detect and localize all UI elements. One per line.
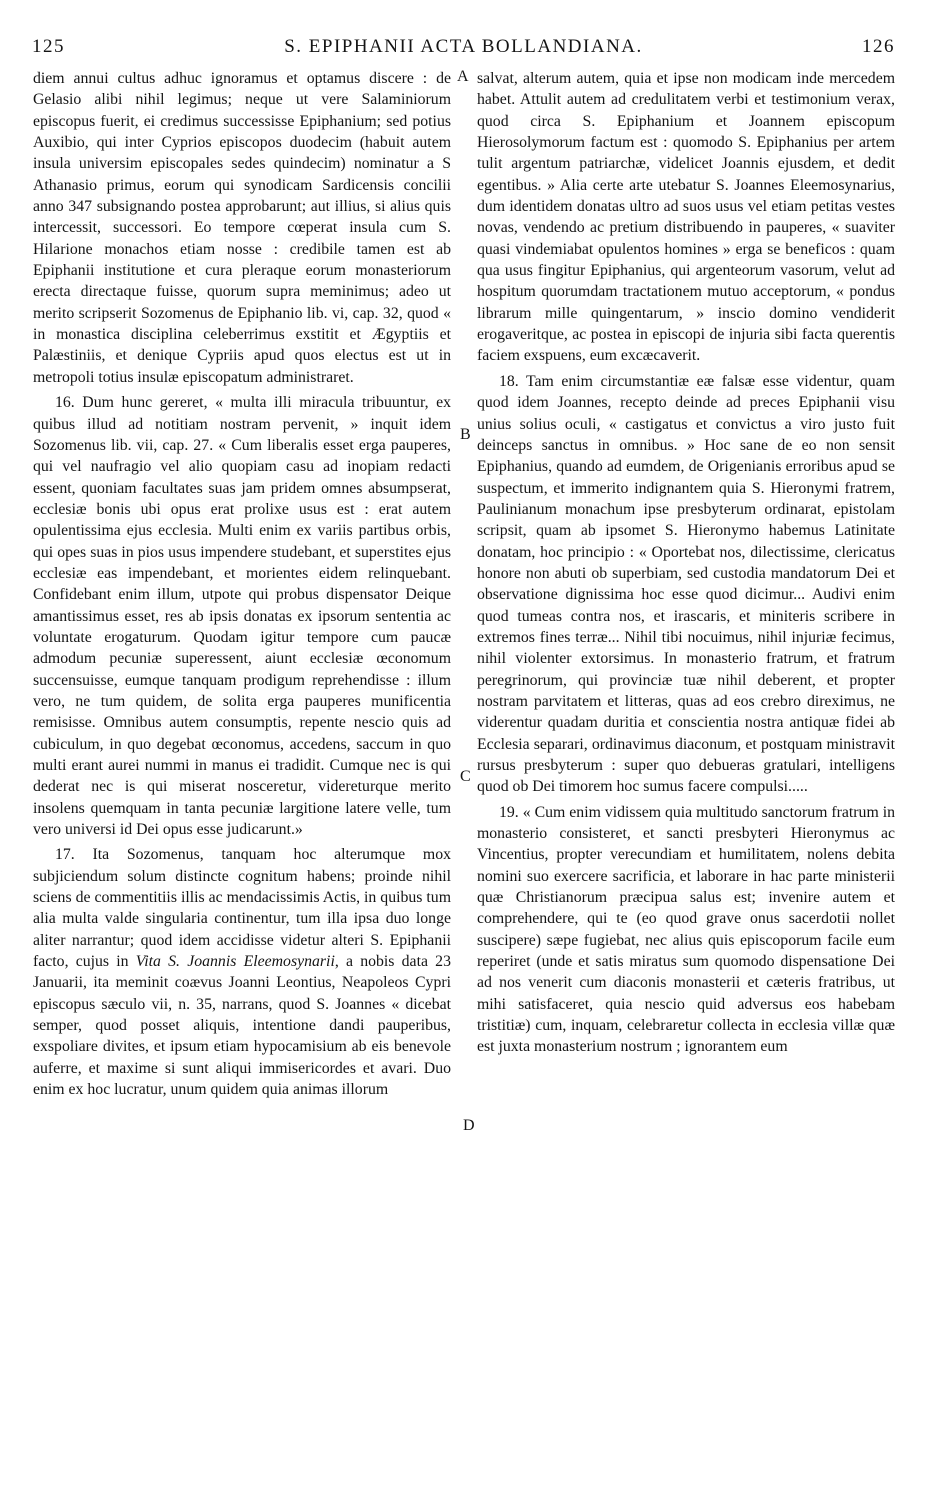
running-title: S. EPIPHANII ACTA BOLLANDIANA.	[284, 36, 643, 57]
paragraph-19: 19. « Cum enim vidissem quia multitudo sanctorum fratrum in monasterio consisteret, et sancti presbyteri Hieronymus ac Vincentius, propter verecundiam et humilitatem, nolens debita nomini suo exercere sacrificia, et laborare in hac parte ministerii quæ Christianorum præcipua salus est; invenire autem et comprehendere, qui te (eo quod grave onus sacerdotii nollet suscipere) sæpe fugiebat, nec alius quis episcoporum facile eum reperiret (unde et satis miratus sum quomodo dispensatione Dei ad nos venerit cum diaconis monasterii et cæteris fratribus, ut mihi satisfaceret, quia nescio quid adversus eos habebam tristitiæ) cum, inquam, celebraretur collecta in ecclesia villæ quæ est juxta monasterium nostrum ; ignorantem eum	[477, 803, 895, 1056]
paragraph-15-continued: diem annui cultus adhuc ignoramus et optamus discere : de Gelasio alibi nihil legimus; neque ut vere Salaminiorum episcopus fuerit, ei credimus successisse Epiphanium; sed potius Auxibio, qui inter Cyprios episcopos duodecim (habuit autem insula universim episcopales sedes quindecim) nominatur a S Athanasio primus, eorum qui synodicam Sardicensis concilii anno 347 subsignando postea approbarunt; aut illius, si alius quis intercessit, successori. Eo tempore cœperat insula cum S. Hilarione monachos etiam nosse : credibile tamen est ab Epiphanii institutione et cura pleraque eorum monasteriorum erecta directaque fuisse, quorum supra meminimus; adeo ut merito scripserit Sozomenus de Epiphanio lib. vi, cap. 32, quod « in monastica disciplina celeberrimus exstitit et Ægyptiis et Palæstiniis, et denique Cypriis apud quos electus est ut in metropoli totius insulæ episcopatum administraret.	[33, 70, 451, 386]
left-page-number: 125	[32, 36, 65, 57]
right-column	[477, 68, 895, 1058]
margin-marker-a: A	[457, 68, 469, 85]
margin-marker-d: D	[463, 1117, 475, 1134]
paragraph-17-text-a: 17. Ita Sozomenus, tanquam hoc alterumque mox subjiciendum solum distincte cognitum habens; proinde nihil sciens de commentitiis illis ac mendacissimis Actis, in quibus tum alia multa valde singularia continentur, tum illa ipsa duo longe aliter narrantur; quod idem accidisse videtur alteri S. Epiphanii facto, cujus in	[33, 846, 451, 971]
paragraph-18: 18. Tam enim circumstantiæ eæ falsæ esse videntur, quam quod idem Joannes, recepto deinde ad preces Epiphanii visu unius solius oculi, « castigatus et convictus a viro justo fuit deinceps sanctus in omnibus. » Hoc sane de eo non sensit Epiphanius, quando ad eumdem, de Origenianis erroribus apud se suspectum, et immerito indignantem quia S. Hieronymi fratrem, Paulinianum monachum ipse presbyterum ordinarat, epistolam scripsit, quam ab ipsomet S. Hieronymo habemus Latinitate donatam, hoc principio : « Oportebat nos, dilectissime, clericatus honore non abuti ob superbiam, sed custodia mandatorum Dei et observatione dignissima hoc esse quod dicimur... Audivi enim quod tumeas contra nos, et irascaris, et miniteris scribere in extremos fines terræ... Nihil tibi nocuimus, nihil injuriæ fecimus, nihil violenter extorsimus. In monasterio fratrum, et fratrum peregrinorum, qui provinciæ tuæ nihil deberent, et propter nostram parvitatem et litteras, quas ad eos crebro direximus, ne viderentur quadam duritia et conscientia nostra antiquæ fidei ab Ecclesia separari, ordinavimus diaconum, et postquam ministravit rursus presbyterum : super quo debueras gratulari, intelligens quod ob Dei timorem hoc sumus facere compulsi.....	[477, 372, 895, 796]
running-header	[32, 36, 895, 62]
left-column	[33, 68, 451, 1101]
margin-marker-b: B	[460, 426, 471, 443]
vita-title-italic: Vita S. Joannis Eleemosynarii	[135, 953, 335, 971]
right-page-number: 126	[862, 36, 895, 57]
paragraph-17	[33, 844, 451, 1100]
paragraph-17-text-b: , a nobis data 23 Januarii, ita meminit coævus Joanni Leontius, Neapoleos Cypri episcopus sæculo vii, n. 35, narrans, quod S. Joannes « dicebat semper, quod posset aliquis, intentione dandi pauperibus, exspoliare divites, et ipsum etiam hypocamisium ab eis benevole auferre, et maxime si sunt aliqui immisericordes et avari. Duo enim ex hoc lucratur, unum quidem quia animas illorum	[33, 953, 451, 1099]
margin-marker-c: C	[460, 768, 471, 785]
paragraph-17-continued: salvat, alterum autem, quia et ipse non modicam inde mercedem habet. Attulit autem ad credulitatem verbi et testimonium verax, quod circa S. Epiphanium et Joannem episcopum Hierosolymorum factum est : quomodo S. Epiphanius per artem tulit argentum patriarchæ, videlicet Joannis ejusdem, et dedit egentibus. » Alia certe arte utebatur S. Joannes Eleemosynarius, dum identidem donatas ultro ad suos usus vel etiam petitas vestes novas, vendendo ac pretium distribuendo in pauperes, « suaviter quasi vindemiabat opulentos homines » erga se beneficos : quam qua usus fingitur Epiphanius, qui argenteorum vasorum, velut ad hospitum quorumdam tractationem mutuo acceptorum, « pondus librarum mille quingentarum, » inscio domino vendiderit erogaveritque, ac postea in episcopi de injuria sibi facta querentis faciem exspuens, eum excæcaverit.	[477, 70, 895, 365]
paragraph-16: 16. Dum hunc gereret, « multa illi miracula tribuuntur, ex quibus illud ad notitiam nostram pervenit, » inquit idem Sozomenus lib. vii, cap. 27. « Cum liberalis esset erga pauperes, qui vel naufragio vel alio quopiam casu ad inopiam redacti essent, quoniam facultates suas jam pridem omnes absumpserat, ecclesiæ bonis ubi opus erat prolixe usus est : erat autem opulentissima ejus ecclesia. Multi enim ex variis partibus orbis, qui opes suas in pios usus impendere studebant, et superstites ejus ecclesiæ eas impendebant, et morientes eidem relinquebant. Confidebant enim illum, utpote qui probus dispensator Deique amantissimus esset, res ab ipsis donatas ex ipsorum sententia ac voluntate erogaturum. Quodam igitur tempore cum paucæ admodum pecuniæ superessent, aiunt ecclesiæ œconomum succensuisse, eumque tanquam prodigum reprehendisse : illum vero, ne tum quidem, de solita erga pauperes munificentia remisisse. Omnibus autem consumptis, repente nescio quis ad cubiculum, in quo degebat œconomus, accedens, saccum in quo multi erant aurei nummi in manus ei tradidit. Cumque nec is qui dederat nec is qui miserat nosceretur, videreturque merito insolens quemquam in tanta pecuniæ largitione latere velle, tum vero universi id Dei opus esse judicarunt.»	[33, 394, 451, 839]
